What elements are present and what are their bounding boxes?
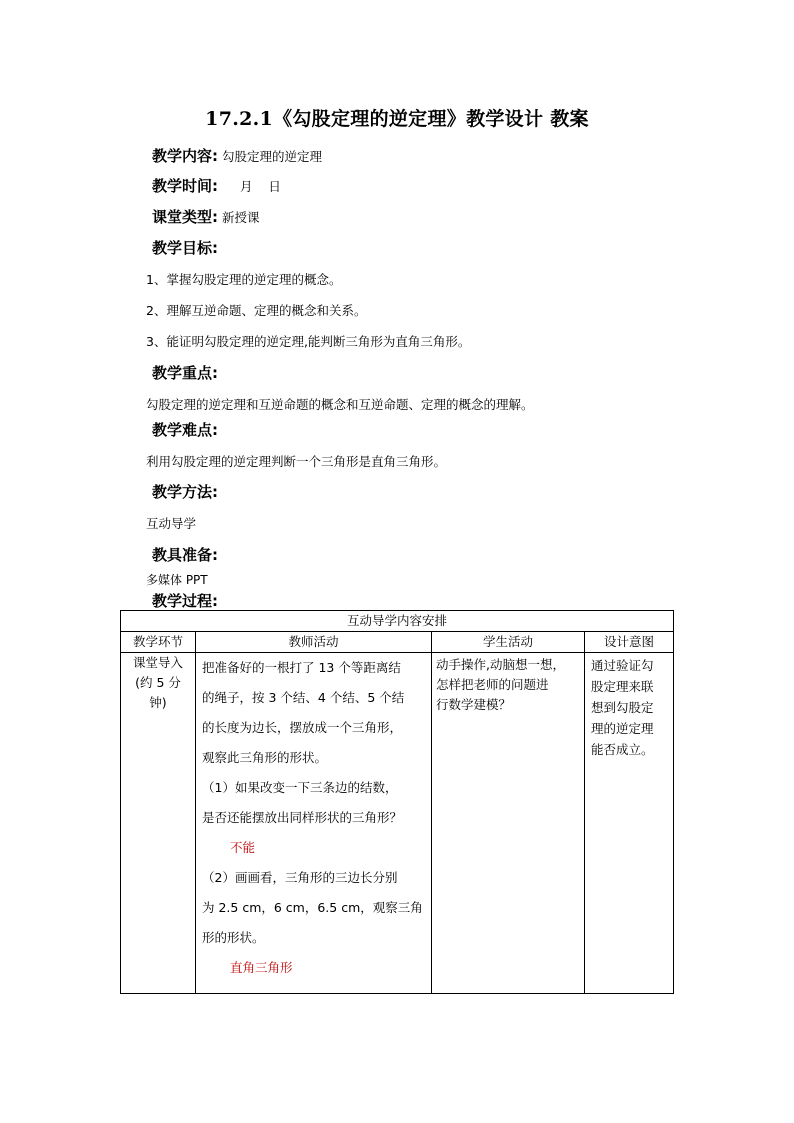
key-row bbox=[152, 362, 218, 383]
teacher-line: 为 2.5 cm，6 cm，6.5 cm，观察三角 bbox=[202, 900, 423, 915]
intent-line: 理的逆定理 bbox=[591, 721, 654, 736]
teacher-line: （1）如果改变一下三条边的结数， bbox=[202, 780, 398, 795]
stage-line: 钟) bbox=[149, 695, 167, 710]
student-activity-cell bbox=[432, 653, 585, 994]
stage-line: (约 5 分 bbox=[135, 675, 181, 690]
teacher-line: 观察此三角形的形状。 bbox=[202, 750, 328, 765]
time-label: 教学时间: bbox=[152, 177, 218, 195]
table-caption-row bbox=[121, 611, 674, 632]
key-text: 勾股定理的逆定理和互逆命题的概念和互逆命题、定理的概念的理解。 bbox=[146, 397, 534, 412]
goal-item: 3、能证明勾股定理的逆定理,能判断三角形为直角三角形。 bbox=[146, 334, 471, 349]
teacher-activity-cell bbox=[196, 653, 432, 994]
header-cell: 教师活动 bbox=[196, 632, 432, 653]
method-row bbox=[152, 481, 218, 502]
time-value: 月 日 bbox=[240, 179, 281, 194]
table-header-row bbox=[121, 632, 674, 653]
design-intent-cell bbox=[585, 653, 674, 994]
key-label: 教学重点: bbox=[152, 364, 218, 382]
difficulty-label: 教学难点: bbox=[152, 421, 218, 439]
tools-text: 多媒体 PPT bbox=[146, 573, 208, 587]
header-cell: 教学环节 bbox=[121, 632, 196, 653]
type-value: 新授课 bbox=[222, 210, 260, 225]
content-label: 教学内容: bbox=[152, 147, 218, 165]
type-label: 课堂类型: bbox=[152, 208, 218, 226]
intent-line: 通过验证勾 bbox=[591, 658, 654, 673]
answer-text: 不能 bbox=[230, 840, 256, 855]
content-row bbox=[152, 145, 322, 166]
process-row bbox=[152, 590, 218, 611]
student-line: 行数学建模？ bbox=[436, 697, 512, 712]
header-cell: 学生活动 bbox=[432, 632, 585, 653]
stage-cell bbox=[121, 653, 196, 994]
teacher-line: 把准备好的一根打了 13 个等距离结 bbox=[202, 660, 401, 675]
type-row bbox=[152, 206, 260, 227]
intent-line: 股定理来联 bbox=[591, 679, 654, 694]
tools-label: 教具准备: bbox=[152, 546, 218, 564]
header-cell: 设计意图 bbox=[585, 632, 674, 653]
tools-row bbox=[152, 544, 218, 565]
intent-line: 想到勾股定 bbox=[591, 700, 654, 715]
goals-row bbox=[152, 237, 218, 258]
method-label: 教学方法: bbox=[152, 483, 218, 501]
student-line: 动手操作,动脑想一想， bbox=[436, 657, 565, 672]
stage-line: 课堂导入 bbox=[132, 655, 183, 670]
teacher-line: 是否还能摆放出同样形状的三角形？ bbox=[202, 810, 403, 825]
method-text: 互动导学 bbox=[146, 516, 197, 531]
time-row bbox=[152, 175, 281, 196]
teacher-line: （2）画画看，三角形的三边长分别 bbox=[202, 870, 398, 885]
teacher-line: 的长度为边长，摆放成一个三角形， bbox=[202, 720, 403, 735]
intent-line: 能否成立。 bbox=[591, 742, 654, 757]
table-caption: 互动导学内容安排 bbox=[121, 611, 674, 632]
goal-item: 1、掌握勾股定理的逆定理的概念。 bbox=[146, 272, 342, 287]
difficulty-row bbox=[152, 419, 218, 440]
table-row bbox=[121, 653, 674, 994]
process-label: 教学过程: bbox=[152, 592, 218, 610]
goal-item: 2、理解互逆命题、定理的概念和关系。 bbox=[146, 303, 367, 318]
student-line: 怎样把老师的问题进 bbox=[436, 677, 549, 692]
teacher-line: 形的形状。 bbox=[202, 930, 265, 945]
teacher-line: 的绳子，按 3 个结、4 个结、5 个结 bbox=[202, 690, 405, 705]
goals-label: 教学目标: bbox=[152, 239, 218, 257]
answer-text: 直角三角形 bbox=[230, 960, 293, 975]
content-value: 勾股定理的逆定理 bbox=[222, 149, 323, 164]
process-table bbox=[120, 610, 674, 994]
difficulty-text: 利用勾股定理的逆定理判断一个三角形是直角三角形。 bbox=[146, 454, 447, 469]
document-title: 17.2.1《勾股定理的逆定理》教学设计 教案 bbox=[205, 108, 589, 130]
